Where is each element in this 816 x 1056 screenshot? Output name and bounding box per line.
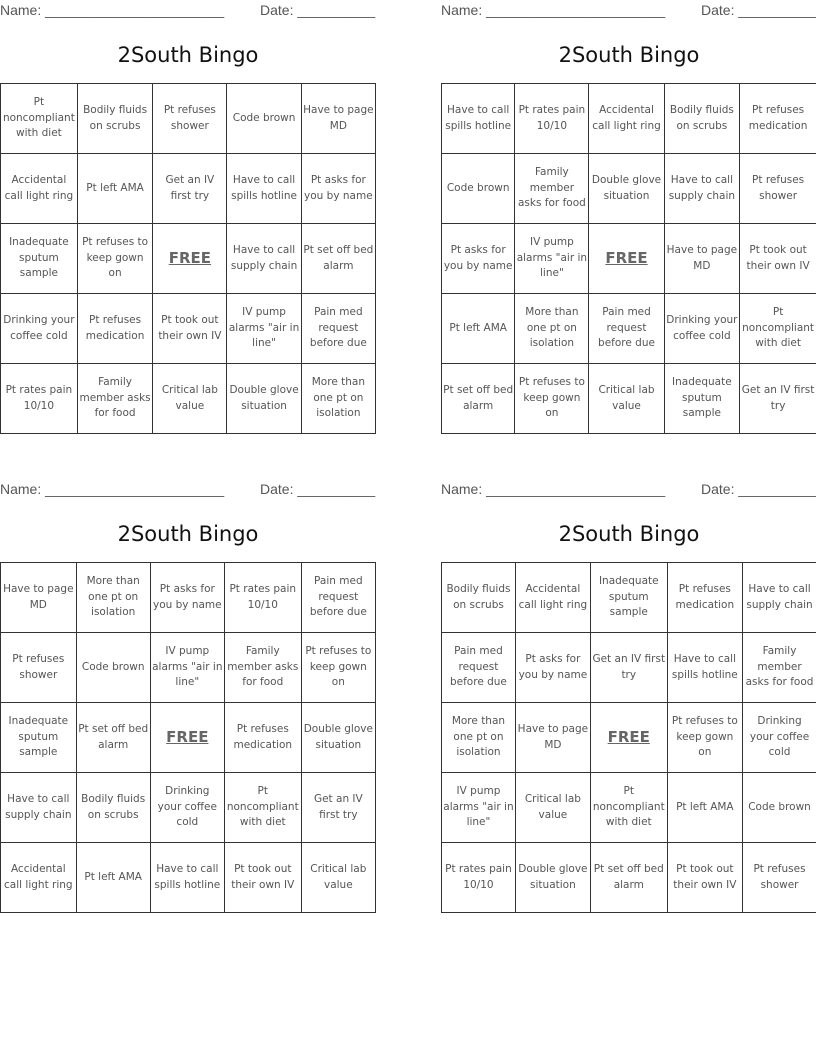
grid-row <box>442 703 816 773</box>
bingo-square: More than one pt on isolation <box>301 364 375 434</box>
card-header <box>441 479 816 499</box>
bingo-square: IV pump alarms "air in line" <box>442 773 516 843</box>
bingo-square: Have to call spills hotline <box>442 84 515 154</box>
grid-row <box>442 633 816 703</box>
bingo-square: Have to call supply chain <box>743 563 816 633</box>
bingo-square: Pt refuses shower <box>1 633 77 703</box>
bingo-square: Pain med request before due <box>301 294 375 364</box>
bingo-square: Code brown <box>227 84 301 154</box>
bingo-square: Get an IV first try <box>740 364 816 434</box>
bingo-square: Pt refuses shower <box>743 843 816 913</box>
bingo-square: Pt took out their own IV <box>740 224 816 294</box>
date-field-label: Date: __________ <box>701 481 816 497</box>
bingo-square: Pt took out their own IV <box>153 294 227 364</box>
bingo-square: Double glove situation <box>301 703 375 773</box>
grid-row <box>442 773 816 843</box>
bingo-square: Accidental call light ring <box>589 84 664 154</box>
bingo-square: Have to call supply chain <box>664 154 740 224</box>
bingo-square: Have to page MD <box>664 224 740 294</box>
bingo-square: Have to page MD <box>515 703 590 773</box>
date-field-label: Date: __________ <box>701 2 816 18</box>
bingo-square: Pt left AMA <box>77 154 153 224</box>
bingo-square: Pt set off bed alarm <box>590 843 667 913</box>
grid-row <box>1 563 376 633</box>
bingo-square: Pt noncompliant with diet <box>740 294 816 364</box>
bingo-square: Pt refuses to keep gown on <box>515 364 589 434</box>
bingo-square: Have to call spills hotline <box>150 843 224 913</box>
bingo-square: Inadequate sputum sample <box>1 224 78 294</box>
bingo-square: Pt rates pain 10/10 <box>442 843 516 913</box>
bingo-square: Pt noncompliant with diet <box>590 773 667 843</box>
grid-row <box>442 843 816 913</box>
bingo-square: Pt rates pain 10/10 <box>1 364 78 434</box>
bingo-square: Get an IV first try <box>590 633 667 703</box>
grid-row <box>1 773 376 843</box>
bingo-square: More than one pt on isolation <box>442 703 516 773</box>
grid-row <box>442 364 816 434</box>
bingo-square: Pt asks for you by name <box>515 633 590 703</box>
grid-row <box>442 84 816 154</box>
free-space: FREE <box>589 224 664 294</box>
bingo-square: Family member asks for food <box>224 633 301 703</box>
bingo-square: Get an IV first try <box>153 154 227 224</box>
grid-row <box>1 84 376 154</box>
bingo-square: Have to call spills hotline <box>227 154 301 224</box>
bingo-square: Get an IV first try <box>301 773 375 843</box>
bingo-square: Code brown <box>76 633 150 703</box>
bingo-square: Pt noncompliant with diet <box>1 84 78 154</box>
bingo-square: Pt refuses to keep gown on <box>77 224 153 294</box>
bingo-square: Family member asks for food <box>515 154 589 224</box>
bingo-square: Have to page MD <box>1 563 77 633</box>
name-field-label: Name: _______________________ <box>441 2 666 18</box>
bingo-square: Pt refuses medication <box>224 703 301 773</box>
card-title: 2South Bingo <box>558 43 700 67</box>
grid-row <box>1 703 376 773</box>
grid-row <box>1 364 376 434</box>
bingo-square: Pt refuses to keep gown on <box>667 703 742 773</box>
bingo-square: Pt took out their own IV <box>667 843 742 913</box>
bingo-square: Double glove situation <box>227 364 301 434</box>
card-header <box>0 479 376 499</box>
bingo-square: Pain med request before due <box>589 294 664 364</box>
bingo-square: Accidental call light ring <box>515 563 590 633</box>
bingo-square: Drinking your coffee cold <box>1 294 78 364</box>
grid-row <box>442 294 816 364</box>
bingo-square: Pt refuses medication <box>740 84 816 154</box>
bingo-square: Pt set off bed alarm <box>442 364 515 434</box>
bingo-square: Family member asks for food <box>77 364 153 434</box>
card-title: 2South Bingo <box>558 522 700 546</box>
bingo-square: Code brown <box>743 773 816 843</box>
bingo-square: Have to call supply chain <box>1 773 77 843</box>
bingo-square: Pt refuses medication <box>667 563 742 633</box>
bingo-square: Pain med request before due <box>442 633 516 703</box>
bingo-square: Double glove situation <box>589 154 664 224</box>
bingo-square: Pt rates pain 10/10 <box>515 84 589 154</box>
name-field-label: Name: _______________________ <box>441 481 666 497</box>
bingo-square: Have to call spills hotline <box>667 633 742 703</box>
bingo-square: Double glove situation <box>515 843 590 913</box>
bingo-square: IV pump alarms "air in line" <box>515 224 589 294</box>
bingo-square: Pt refuses shower <box>153 84 227 154</box>
free-space: FREE <box>153 224 227 294</box>
name-field-label: Name: _______________________ <box>0 2 225 18</box>
bingo-square: Drinking your coffee cold <box>664 294 740 364</box>
bingo-square: Bodily fluids on scrubs <box>664 84 740 154</box>
grid-row <box>442 154 816 224</box>
date-field-label: Date: __________ <box>260 2 376 18</box>
bingo-square: Code brown <box>442 154 515 224</box>
bingo-grid <box>0 562 376 913</box>
bingo-square: Pt noncompliant with diet <box>224 773 301 843</box>
bingo-square: More than one pt on isolation <box>76 563 150 633</box>
bingo-square: Pt took out their own IV <box>224 843 301 913</box>
card-title: 2South Bingo <box>117 43 259 67</box>
bingo-square: Pt left AMA <box>76 843 150 913</box>
bingo-square: Pt refuses to keep gown on <box>301 633 375 703</box>
date-field-label: Date: __________ <box>260 481 376 497</box>
bingo-square: Have to call supply chain <box>227 224 301 294</box>
bingo-square: Pt asks for you by name <box>301 154 375 224</box>
grid-row <box>1 633 376 703</box>
grid-row <box>1 843 376 913</box>
card-title: 2South Bingo <box>117 522 259 546</box>
bingo-square: Inadequate sputum sample <box>1 703 77 773</box>
card-header <box>0 0 376 20</box>
bingo-square: Drinking your coffee cold <box>150 773 224 843</box>
bingo-square: Accidental call light ring <box>1 843 77 913</box>
bingo-square: More than one pt on isolation <box>515 294 589 364</box>
bingo-square: Critical lab value <box>589 364 664 434</box>
bingo-square: Pt rates pain 10/10 <box>224 563 301 633</box>
bingo-square: Drinking your coffee cold <box>743 703 816 773</box>
free-space: FREE <box>590 703 667 773</box>
bingo-square: Pt set off bed alarm <box>301 224 375 294</box>
bingo-square: Bodily fluids on scrubs <box>77 84 153 154</box>
bingo-square: Critical lab value <box>153 364 227 434</box>
grid-row <box>442 224 816 294</box>
grid-row <box>1 154 376 224</box>
free-space: FREE <box>150 703 224 773</box>
bingo-square: Pt asks for you by name <box>442 224 515 294</box>
bingo-square: Critical lab value <box>301 843 375 913</box>
bingo-square: Inadequate sputum sample <box>664 364 740 434</box>
bingo-square: Pt set off bed alarm <box>76 703 150 773</box>
bingo-square: Pt left AMA <box>667 773 742 843</box>
card-header <box>441 0 816 20</box>
bingo-square: Inadequate sputum sample <box>590 563 667 633</box>
bingo-grid <box>441 562 816 913</box>
bingo-square: Bodily fluids on scrubs <box>442 563 516 633</box>
grid-row <box>442 563 816 633</box>
bingo-square: Accidental call light ring <box>1 154 78 224</box>
grid-row <box>1 224 376 294</box>
bingo-square: Family member asks for food <box>743 633 816 703</box>
bingo-square: Bodily fluids on scrubs <box>76 773 150 843</box>
bingo-square: Have to page MD <box>301 84 375 154</box>
bingo-square: Pain med request before due <box>301 563 375 633</box>
bingo-grid <box>441 83 816 434</box>
grid-row <box>1 294 376 364</box>
bingo-square: Pt refuses medication <box>77 294 153 364</box>
name-field-label: Name: _______________________ <box>0 481 225 497</box>
bingo-square: Pt asks for you by name <box>150 563 224 633</box>
bingo-square: Critical lab value <box>515 773 590 843</box>
bingo-grid <box>0 83 376 434</box>
bingo-square: Pt left AMA <box>442 294 515 364</box>
bingo-square: IV pump alarms "air in line" <box>227 294 301 364</box>
bingo-square: IV pump alarms "air in line" <box>150 633 224 703</box>
bingo-square: Pt refuses shower <box>740 154 816 224</box>
